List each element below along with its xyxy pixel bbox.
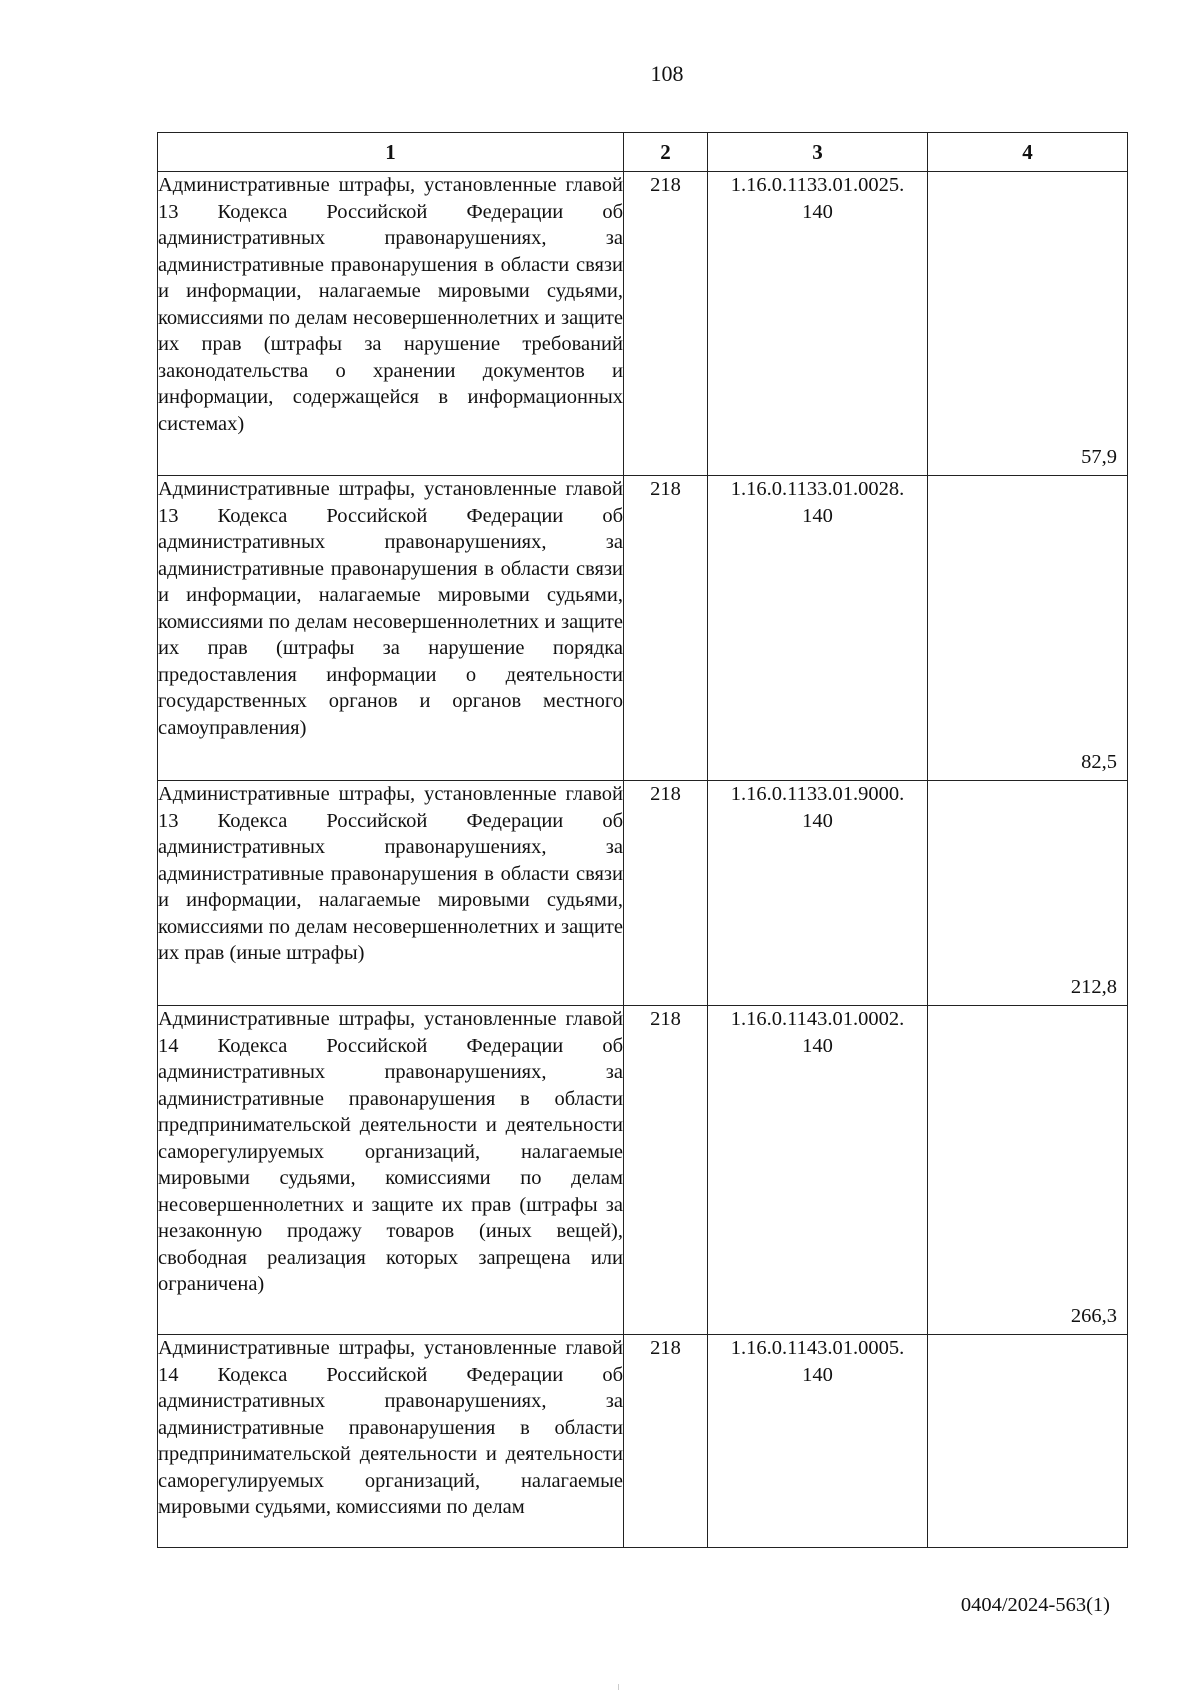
row-kbk-code <box>708 781 928 1006</box>
table-row <box>158 172 1128 476</box>
row-description: Административные штрафы, установленные главой 14 Кодекса Российской Федерации об административных правонарушениях, за административные правонарушения в области предпринимательской деятельности и деятельности саморегулируемых организаций, налагаемые мировыми судьями, комиссиями по делам несовершеннолетних и защите их прав (штрафы за незаконную продажу товаров (иных вещей), свободная реализация которых запрещена или ограничена) <box>158 1006 624 1335</box>
row-amount-cell <box>928 1335 1128 1548</box>
table-row <box>158 781 1128 1006</box>
row-kbk-code <box>708 476 928 781</box>
row-description: Административные штрафы, установленные главой 13 Кодекса Российской Федерации об административных правонарушениях, за административные правонарушения в области связи и информации, налагаемые мировыми судьями, комиссиями по делам несовершеннолетних и защите их прав (штрафы за нарушение порядка предоставления информации о деятельности государственных органов и органов местного самоуправления) <box>158 476 624 781</box>
kbk-code-line1: 1.16.0.1143.01.0002. <box>730 1008 905 1030</box>
row-amount: 212,8 <box>1070 975 1117 998</box>
row-admin-code: 218 <box>624 1006 708 1335</box>
row-kbk-code <box>708 1006 928 1335</box>
row-admin-code: 218 <box>624 1335 708 1548</box>
kbk-code-line1: 1.16.0.1143.01.0005. <box>730 1337 905 1359</box>
row-amount-cell <box>928 1006 1128 1335</box>
column-header-1: 1 <box>158 133 624 172</box>
row-kbk-code <box>708 1335 928 1548</box>
kbk-code-line2: 140 <box>802 200 833 223</box>
table-row <box>158 1006 1128 1335</box>
row-description: Административные штрафы, установленные главой 13 Кодекса Российской Федерации об административных правонарушениях, за административные правонарушения в области связи и информации, налагаемые мировыми судьями, комиссиями по делам несовершеннолетних и защите их прав (штрафы за нарушение требований законодательства о хранении документов и информации, содержащейся в информационных системах) <box>158 172 624 476</box>
row-admin-code: 218 <box>624 781 708 1006</box>
kbk-code-line2: 140 <box>802 809 833 832</box>
row-amount: 266,3 <box>1070 1304 1117 1327</box>
row-kbk-code <box>708 172 928 476</box>
kbk-code-line2: 140 <box>802 1034 833 1057</box>
table-row <box>158 1335 1128 1548</box>
revenue-table <box>157 132 1128 1548</box>
kbk-code-line1: 1.16.0.1133.01.9000. <box>730 783 905 805</box>
page-number: 108 <box>650 61 684 86</box>
column-header-4: 4 <box>928 133 1128 172</box>
kbk-code-line2: 140 <box>802 504 833 527</box>
column-header-2: 2 <box>624 133 708 172</box>
kbk-code-line2: 140 <box>802 1363 833 1386</box>
row-amount: 82,5 <box>1081 750 1117 773</box>
kbk-code-line1: 1.16.0.1133.01.0025. <box>730 174 905 196</box>
row-amount-cell <box>928 172 1128 476</box>
row-amount-cell <box>928 781 1128 1006</box>
row-amount-cell <box>928 476 1128 781</box>
column-header-3: 3 <box>708 133 928 172</box>
table-header-row <box>158 133 1128 172</box>
document-id: 0404/2024-563(1) <box>960 1594 1110 1616</box>
scan-artifact <box>618 1684 619 1690</box>
row-description: Административные штрафы, установленные главой 13 Кодекса Российской Федерации об административных правонарушениях, за административные правонарушения в области связи и информации, налагаемые мировыми судьями, комиссиями по делам несовершеннолетних и защите их прав (иные штрафы) <box>158 781 624 1006</box>
row-description: Административные штрафы, установленные главой 14 Кодекса Российской Федерации об административных правонарушениях, за административные правонарушения в области предпринимательской деятельности и деятельности саморегулируемых организаций, налагаемые мировыми судьями, комиссиями по делам <box>158 1335 624 1548</box>
row-admin-code: 218 <box>624 476 708 781</box>
row-amount: 57,9 <box>1081 445 1117 468</box>
table-row <box>158 476 1128 781</box>
kbk-code-line1: 1.16.0.1133.01.0028. <box>730 478 905 500</box>
row-admin-code: 218 <box>624 172 708 476</box>
